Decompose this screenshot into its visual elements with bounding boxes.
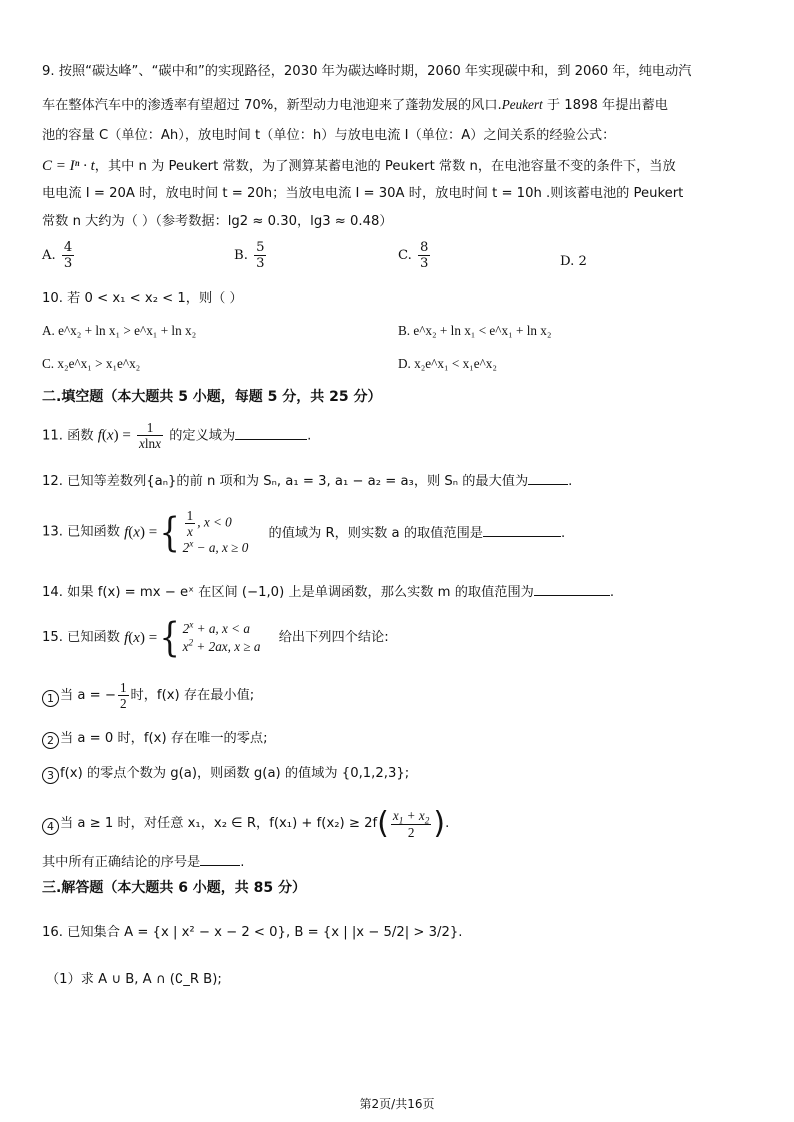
q15-c1-pre: 当 a = − xyxy=(60,687,116,703)
option-b-fraction xyxy=(254,240,266,271)
circle-1-icon: 1 xyxy=(42,690,59,707)
q15-fx: f(x) = xyxy=(124,630,158,646)
q15-post: 给出下列四个结论: xyxy=(278,630,389,646)
q11-post: 的定义域为 xyxy=(169,428,236,444)
q11-end: . xyxy=(307,428,312,444)
q9-option-d xyxy=(560,254,587,270)
q13 xyxy=(42,508,565,557)
q13-post: 的值域为 R，则实数 a 的取值范围是 xyxy=(268,525,483,541)
q12-end: . xyxy=(568,474,573,489)
q15-conclusion-1 xyxy=(42,680,254,711)
q14-answer-blank[interactable] xyxy=(534,583,610,596)
q15-c4-dot: . xyxy=(445,816,450,832)
q12-answer-blank[interactable] xyxy=(528,472,568,485)
q9-peukert: Peukert xyxy=(501,97,543,112)
circle-3-icon: 3 xyxy=(42,767,59,784)
q9-formula: C = Iⁿ · t xyxy=(42,158,95,174)
q9-line-1: 9. 按照“碳达峰”、“碳中和”的实现路径，2030 年为碳达峰时期，2060 年实现碳中和，到 2060 年，纯电动汽 xyxy=(42,64,692,79)
section-3-heading: 三.解答题（本大题共 6 小题，共 85 分） xyxy=(42,880,307,896)
q9-option-a xyxy=(42,240,76,271)
page-footer: 第2页/共16页 xyxy=(359,1097,435,1111)
q15-tail xyxy=(42,853,244,871)
option-b-den: 3 xyxy=(256,256,265,272)
q15-pieces: $2^x + a$, x < a $x^2 + 2ax$, x ≥ a xyxy=(182,619,261,654)
option-d-label: D. xyxy=(560,254,575,269)
q15-c4-fraction: $\frac{x_1 + x_2}{2}$ xyxy=(392,808,430,840)
option-b-num: 5 xyxy=(256,240,265,255)
q13-pre: 13. 已知函数 xyxy=(42,524,120,540)
option-a-label: A. xyxy=(42,247,56,263)
q11-answer-blank[interactable] xyxy=(235,427,307,440)
q15-tail-text: 其中所有正确结论的序号是 xyxy=(42,855,201,870)
q10-stem: 10. 若 0 < x₁ < x₂ < 1，则（ ） xyxy=(42,291,243,306)
q13-pieces: $\frac{1}{x}$ , x < 0 $2^x - a$, x ≥ 0 xyxy=(182,508,249,556)
q15-conclusion-4 xyxy=(42,806,449,842)
q15-conclusion-3 xyxy=(42,766,409,784)
q15-c4-pre: 当 a ≥ 1 时，对任意 x₁，x₂ ∈ R，f(x₁) + f(x₂) ≥ 2f xyxy=(60,816,378,832)
q9-option-b xyxy=(234,240,268,271)
q11 xyxy=(42,420,311,451)
q15-c1-fraction: $\frac{1}{2}$ xyxy=(119,680,127,712)
q14-end: . xyxy=(609,585,615,600)
q9-line-5: 电电流 I = 20A 时，放电时间 t = 20h；当放电电流 I = 30A 时，放电时间 t = 10h .则该蓄电池的 Peukert xyxy=(42,186,684,201)
q9-line-3: 池的容量 C（单位：Ah），放电时间 t（单位：h）与放电电流 I（单位：A）之间关系的经验公式： xyxy=(42,128,616,143)
q14 xyxy=(42,583,614,601)
q16-part-1: （1）求 A ∪ B, A ∩ (∁_R B); xyxy=(46,972,222,987)
q14-text: 14. 如果 f(x) = mx − eˣ 在区间 (−1,0) 上是单调函数，那么实数 m 的取值范围为 xyxy=(42,585,534,600)
q13-post-wrap xyxy=(269,526,566,541)
option-c-fraction xyxy=(418,240,430,271)
q9-line-4 xyxy=(42,157,676,175)
option-c-num: 8 xyxy=(420,240,429,255)
q15-c4-paren-close: ) xyxy=(433,806,446,841)
q15-pre: 15. 已知函数 xyxy=(42,630,120,646)
q15-brace: { xyxy=(159,615,181,661)
q9-line-2-c: 于 1898 年提出蓄电 xyxy=(542,98,668,113)
q15-end: . xyxy=(240,855,245,870)
q10-option-d: D. x₂e^x₁ < x₁e^x₂ xyxy=(398,356,497,371)
q13-end: . xyxy=(560,525,566,541)
q12 xyxy=(42,472,572,490)
q11-fraction: $\frac{1}{xlnx}$ xyxy=(139,420,161,452)
q9-option-c xyxy=(398,240,432,271)
q9-line-4-text: ，其中 n 为 Peukert 常数，为了测算某蓄电池的 Peukert 常数 n，在电池容量不变的条件下，当放 xyxy=(94,159,676,174)
option-b-label: B. xyxy=(234,247,248,263)
q10-option-c: C. x₂e^x₁ > x₁e^x₂ xyxy=(42,356,141,371)
q12-text: 12. 已知等差数列{aₙ}的前 n 项和为 Sₙ, a₁ = 3, a₁ − a₂ = a₃，则 Sₙ 的最大值为 xyxy=(42,474,529,489)
q16-stem: 16. 已知集合 A = {x | x² − x − 2 < 0}, B = {x | |x − 5/2| > 3/2}. xyxy=(42,925,463,940)
q15-c2: 当 a = 0 时，f(x) 存在唯一的零点; xyxy=(60,731,268,746)
option-c-label: C. xyxy=(398,247,412,263)
q15-stem xyxy=(42,615,389,661)
q13-answer-blank[interactable] xyxy=(483,524,561,537)
option-a-num: 4 xyxy=(63,240,73,255)
circle-2-icon: 2 xyxy=(42,732,59,749)
option-a-fraction xyxy=(62,240,74,271)
q15-c1-post: 时，f(x) 存在最小值; xyxy=(130,687,255,703)
q15-c4-paren-open: ( xyxy=(377,806,389,841)
q10-option-b: B. e^x₂ + ln x₁ < e^x₁ + ln x₂ xyxy=(398,323,552,338)
q9-line-6: 常数 n 大约为（ ）（参考数据：lg2 ≈ 0.30，lg3 ≈ 0.48） xyxy=(42,214,393,229)
q9-line-2-a: 车在整体汽车中的渗透率有望超过 70%，新型动力电池迎来了蓬勃发展的风口. xyxy=(42,98,502,113)
q11-fx: f(x) = xyxy=(97,427,131,444)
q15-answer-blank[interactable] xyxy=(200,853,240,866)
circle-4-icon: 4 xyxy=(42,818,59,835)
q13-fx: f(x) = xyxy=(124,524,158,541)
option-c-den: 3 xyxy=(420,256,429,272)
q15-c3: f(x) 的零点个数为 g(a)，则函数 g(a) 的值域为 {0,1,2,3}; xyxy=(60,766,410,781)
q10-option-a: A. e^x₂ + ln x₁ > e^x₁ + ln x₂ xyxy=(42,323,197,338)
q13-brace: { xyxy=(159,509,181,556)
option-a-den: 3 xyxy=(63,256,73,272)
q15-conclusion-2 xyxy=(42,731,268,749)
section-2-heading: 二.填空题（本大题共 5 小题，每题 5 分，共 25 分） xyxy=(42,389,382,405)
option-d-text: 2 xyxy=(578,254,587,269)
q9-line-2 xyxy=(42,97,668,114)
q11-pre: 11. 函数 xyxy=(42,428,94,444)
